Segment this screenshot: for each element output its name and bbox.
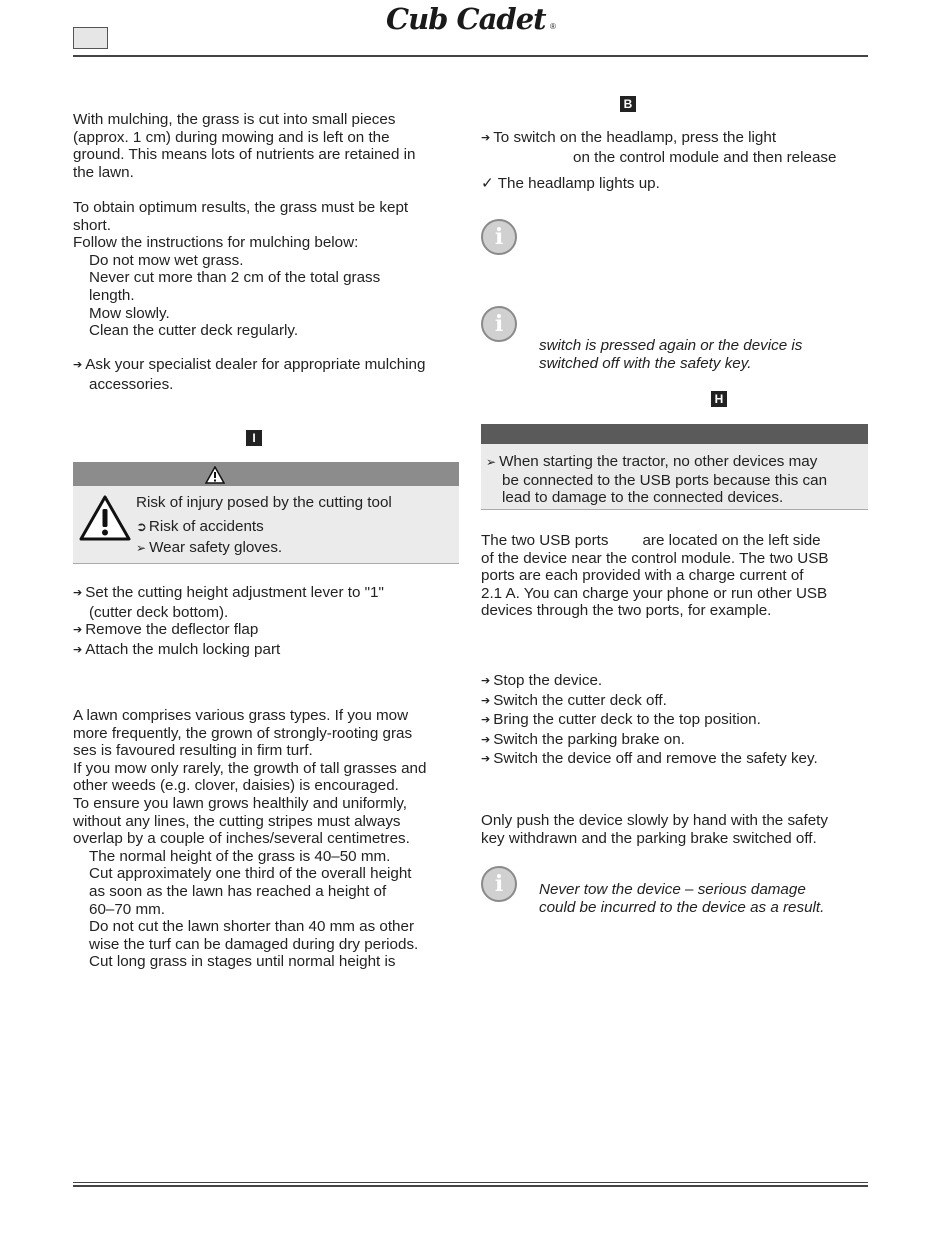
headlamp-instructions: ➔ To switch on the headlamp, press the light on the control module and then release ✓ The headlamp lights up. [481, 129, 837, 193]
page-number-box [73, 27, 108, 49]
list-item: Clean the cutter deck regularly. [89, 322, 299, 340]
footer-rule [73, 1182, 868, 1183]
stop-steps: ➔ Stop the device. ➔ Switch the cutter deck off. ➔ Bring the cutter deck to the top position. ➔ Switch the parking brake on. ➔ Switch the device off and remove the safety key. [481, 672, 818, 768]
info-icon: i [481, 219, 517, 255]
warning-header-bar [73, 462, 459, 486]
arrow-icon: ➔ [73, 587, 83, 599]
section-marker-b: B [620, 96, 636, 112]
warning-triangle-icon [205, 466, 225, 484]
arrow-icon: ➔ [481, 132, 491, 144]
info-icon: i [481, 866, 517, 902]
measure-arrow-icon: ➢ [136, 541, 147, 556]
list-item: length. [89, 286, 135, 304]
mulching-instructions: To obtain optimum results, the grass must be kept short. Follow the instructions for mulching below: Do not mow wet grass. Never cut more than 2 cm of the total grass length. Mow slowly. Clean the cutter deck regularly. [73, 199, 463, 340]
list-item: Do not cut the lawn shorter than 40 mm as other [89, 918, 415, 936]
warning-text: Risk of injury posed by the cutting tool ➲ Risk of accidents ➢ Wear safety gloves. [136, 494, 392, 557]
consequence-arrow-icon: ➲ [136, 518, 147, 534]
arrow-icon: ➔ [481, 675, 491, 687]
dealer-action: ➔ Ask your specialist dealer for appropriate mulching accessories. [73, 356, 426, 393]
list-item: Never cut more than 2 cm of the total grass [89, 269, 381, 287]
header-rule [73, 55, 868, 57]
arrow-icon: ➔ [73, 359, 83, 371]
info-note-towing: Never tow the device – serious damage could be incurred to the device as a result. [539, 881, 825, 916]
notice-text: ➢ When starting the tractor, no other devices may be connected to the USB ports because this can lead to damage to the connected devices. [486, 453, 828, 507]
info-icon: i [481, 306, 517, 342]
list-item: Do not mow wet grass. [89, 251, 244, 269]
arrow-icon: ➔ [481, 753, 491, 766]
list-item: as soon as the lawn has reached a height of [89, 882, 387, 900]
arrow-icon: ➔ [481, 694, 491, 707]
lawn-paragraph: A lawn comprises various grass types. If you mow more frequently, the grown of strongly-rooting gras ses is favoured resulting in firm turf. If you mow only rarely, the growth of tall grasses and other weeds (e.g. clover, daisies) is encouraged. To ensure you lawn grows healthily and uniformly, without any lines, the cutting stripes must always overlap by a couple of inches/several centimetres. The normal height of the grass is 40–50 mm. Cut approximately one third of the overall height as soon as the lawn has reached a height of 60–70 mm. Do not cut the lawn shorter than 40 mm as other wise the turf can be damaged during dry periods. Cut long grass in stages until normal height is [73, 707, 465, 971]
footer-rule [73, 1185, 868, 1187]
arrow-icon: ➔ [481, 733, 491, 746]
list-item: wise the turf can be damaged during dry periods. [89, 935, 419, 953]
mulching-intro: With mulching, the grass is cut into small pieces (approx. 1 cm) during mowing and is left on the ground. This means lots of nutrients are retained in the lawn. [73, 111, 416, 181]
info-note-lighting: switch is pressed again or the device is switched off with the safety key. [539, 337, 803, 372]
list-item: The normal height of the grass is 40–50 mm. [89, 847, 391, 865]
list-item: Mow slowly. [89, 304, 170, 322]
list-item: Cut long grass in stages until normal height is [89, 953, 396, 971]
list-item: Cut approximately one third of the overall height [89, 865, 412, 883]
usb-paragraph: The two USB ports are located on the left side of the device near the control module. The two USB ports are each provided with a charge current of 2.1 A. You can charge your phone or run other USB devices through the two ports, for example. [481, 532, 829, 620]
mulch-steps: ➔ Set the cutting height adjustment lever to "1" (cutter deck bottom). ➔ Remove the deflector flap ➔ Attach the mulch locking part [73, 584, 384, 658]
brand-logo: Cub Cadet [386, 2, 546, 36]
check-icon: ✓ [481, 175, 494, 193]
push-paragraph: Only push the device slowly by hand with the safety key withdrawn and the parking brake switched off. [481, 812, 828, 847]
arrow-icon: ➔ [73, 643, 83, 656]
measure-arrow-icon: ➢ [486, 455, 497, 469]
section-marker-i: I [246, 430, 262, 446]
large-warning-icon [78, 494, 132, 542]
notice-header-bar [481, 424, 868, 444]
arrow-icon: ➔ [481, 714, 491, 727]
section-marker-h: H [711, 391, 727, 407]
logo-registered-mark: ® [550, 22, 556, 31]
list-item: 60–70 mm. [89, 900, 165, 918]
arrow-icon: ➔ [73, 624, 83, 637]
